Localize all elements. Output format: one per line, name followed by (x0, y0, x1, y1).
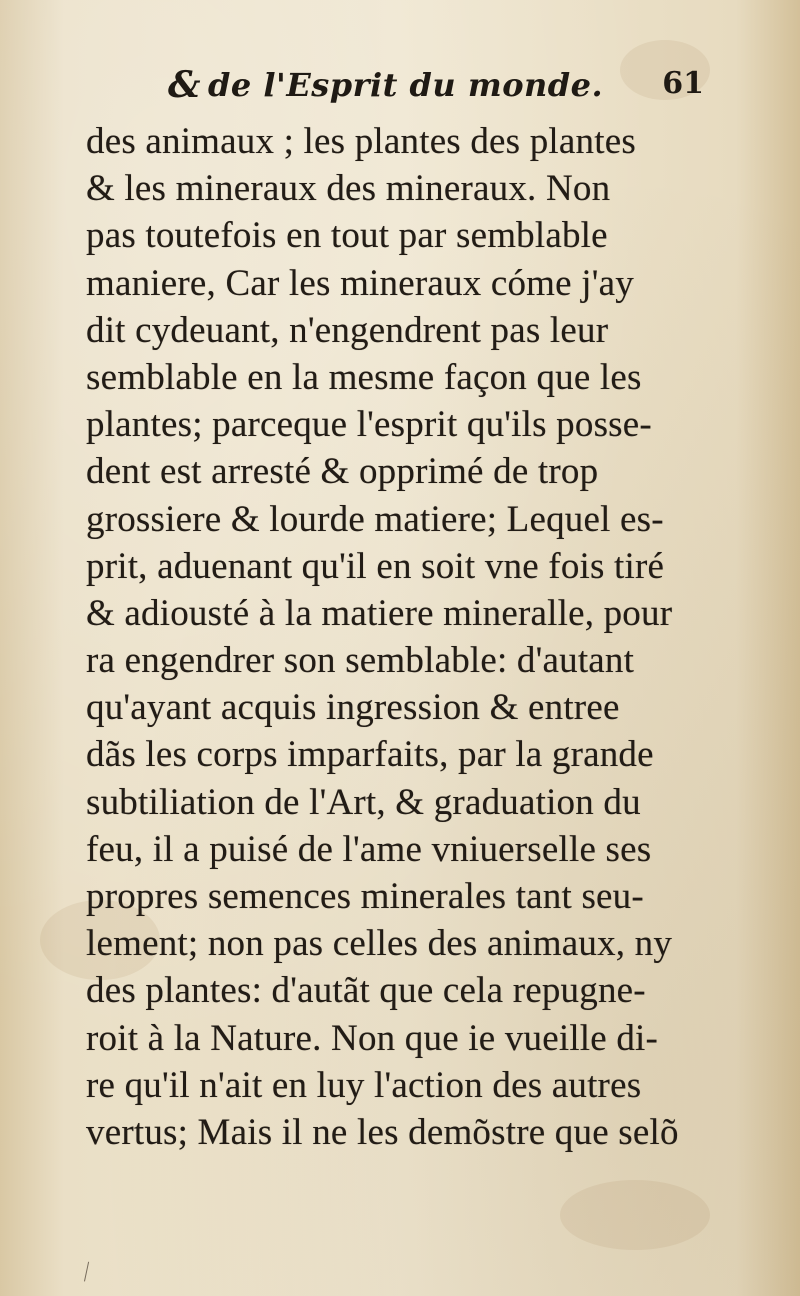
text-line: ra engendrer son semblable: d'autant (86, 640, 635, 682)
text-line: semblable en la mesme façon que les (86, 356, 642, 398)
text-line: prit, aduenant qu'il en soit vne fois tiré (86, 545, 665, 587)
ampersand-ornament: & (168, 64, 201, 106)
text-line: feu, il a puisé de l'ame vniuerselle ses (86, 828, 652, 870)
text-line: re qu'il n'ait en luy l'action des autres (86, 1064, 642, 1106)
text-line: subtiliation de l'Art, & graduation du (86, 781, 641, 823)
text-line: qu'ayant acquis ingression & entree (86, 687, 620, 729)
text-line: dent est arresté & opprimé de trop (86, 451, 599, 493)
printer-mark (84, 1262, 93, 1283)
text-line: dãs les corps imparfaits, par la grande (86, 734, 654, 776)
text-line: & les mineraux des mineraux. Non (86, 168, 611, 210)
text-line: vertus; Mais il ne les demõstre que selõ (86, 1111, 679, 1153)
body-text (86, 118, 726, 1156)
running-header (168, 58, 708, 118)
text-line: des plantes: d'autãt que cela repugne- (86, 970, 646, 1012)
paper-stain (560, 1180, 710, 1250)
text-line: dit cydeuant, n'engendrent pas leur (86, 309, 609, 351)
text-line: plantes; parceque l'esprit qu'ils posse- (86, 404, 652, 446)
page-number: 61 (662, 66, 704, 101)
text-line: lement; non pas celles des animaux, ny (86, 923, 673, 965)
text-line: pas toutefois en tout par semblable (86, 215, 608, 257)
text-line: grossiere & lourde matiere; Lequel es- (86, 498, 664, 540)
running-title: de l'Esprit du monde. (208, 66, 604, 104)
text-line: roit à la Nature. Non que ie vueille di- (86, 1017, 659, 1059)
text-line: des animaux ; les plantes des plantes (86, 121, 636, 162)
text-line: maniere, Car les mineraux cóme j'ay (86, 262, 634, 304)
text-line: & adiousté à la matiere mineralle, pour (86, 592, 673, 634)
text-line: propres semences minerales tant seu- (86, 876, 644, 917)
